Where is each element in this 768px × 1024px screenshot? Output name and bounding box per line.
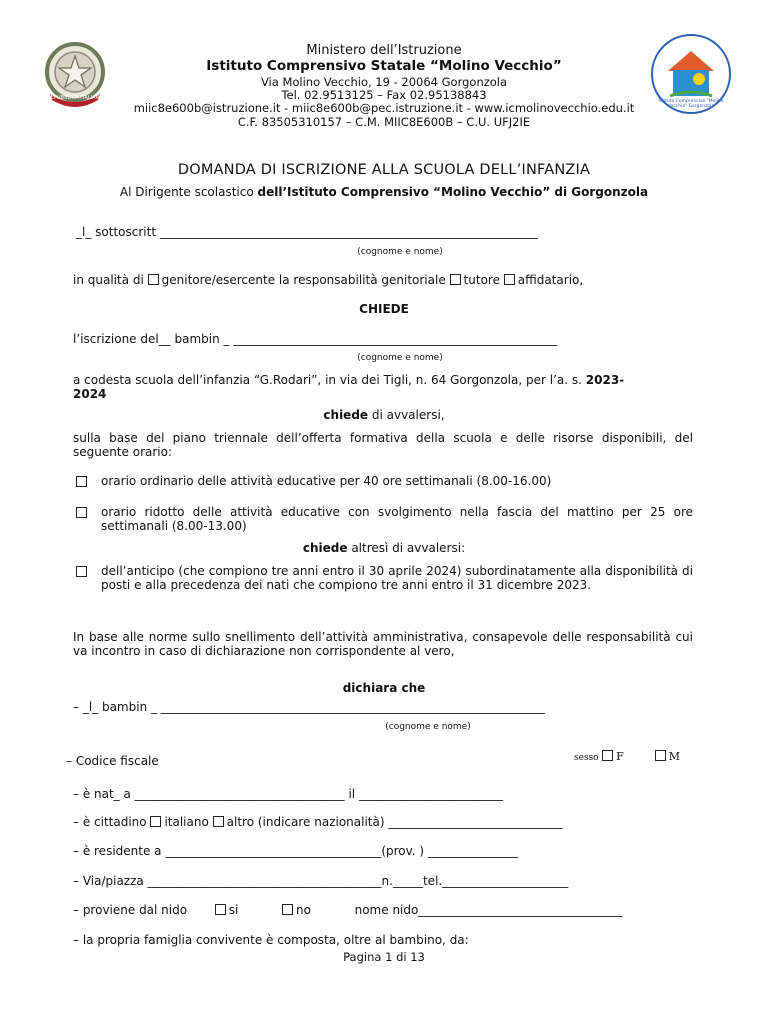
capacity-prefix: in qualità di (73, 273, 144, 287)
sex-m-label: M (668, 750, 681, 763)
capacity-row (73, 273, 713, 287)
emblem-republic (38, 36, 112, 110)
chiede2-rest: di avvalersi, (368, 408, 445, 422)
school-logo (650, 33, 732, 115)
school-line-text: a codesta scuola dell’infanzia “G.Rodari”, in via dei Tigli, n. 64 Gorgonzola, per l’a. s. (73, 373, 582, 387)
schedule-reduced-label: orario ridotto delle attività educative con svolgimento nella fascia del mattino per 25 ore settimanali (8.00-13.00) (101, 505, 693, 533)
institute-phone: Tel. 02.9513125 – Fax 02.95138843 (281, 88, 487, 102)
chiede3-rest: altresì di avvalersi: (347, 541, 466, 555)
sex-f-label: F (616, 750, 624, 763)
sex-label: sesso (574, 753, 599, 763)
checkbox-sex-m[interactable] (655, 750, 666, 761)
checkbox-nursery-no[interactable] (282, 904, 293, 915)
caption-name-2: (cognome e nome) (357, 353, 443, 363)
chiede2-line (234, 408, 534, 422)
institute-codes: C.F. 83505310157 – C.M. MIIC8E600B – C.U. UFJ2IE (237, 115, 531, 129)
citizenship-other-field[interactable]: altro (indicare nazionalità) _____________________________ (226, 815, 563, 829)
schedule-ordinary (73, 474, 693, 488)
checkbox-nursery-yes[interactable] (215, 904, 226, 915)
citizenship-prefix: – è cittadino (73, 815, 147, 829)
chiede-heading: CHIEDE (359, 302, 409, 316)
ptof-text: sulla base del piano triennale dell’offerta formativa della scuola e delle risorse disponibili, del seguente orario: (73, 431, 693, 459)
checkbox-foster[interactable] (504, 274, 515, 285)
addressee-institute: dell’Istituto Comprensivo “Molino Vecchio” di Gorgonzola (257, 185, 649, 199)
checkbox-reduced[interactable] (76, 507, 87, 518)
citizenship-row (73, 815, 562, 829)
school-line (73, 373, 703, 401)
family-line: – la propria famiglia convivente è composta, oltre al bambino, da: (73, 933, 469, 947)
institute-address: Via Molino Vecchio, 19 - 20064 Gorgonzola (260, 75, 508, 89)
document-title: DOMANDA DI ISCRIZIONE ALLA SCUOLA DELL’INFANZIA (177, 162, 591, 178)
checkbox-parent[interactable] (148, 274, 159, 285)
fiscal-code-label: – Codice fiscale (66, 754, 159, 768)
chiede3-bold: chiede (302, 541, 348, 555)
checkbox-ordinary[interactable] (76, 476, 87, 487)
legal-text: In base alle norme sullo snellimento dell’attività amministrativa, consapevole delle responsabilità cui va incontro in caso di dichiarazione non corrispondente al vero, (73, 630, 693, 658)
checkbox-other-nationality[interactable] (213, 816, 224, 827)
nursery-prefix: – proviene dal nido (73, 903, 188, 917)
birth-field[interactable]: – è nat_ a ___________________________________ il ________________________ (73, 787, 503, 801)
early-entry (73, 564, 693, 592)
nursery-name-field[interactable]: nome nido__________________________________ (354, 903, 623, 917)
schedule-reduced (73, 505, 693, 533)
undersigned-field[interactable]: _l_ sottoscritt _______________________________________________________________ (76, 225, 538, 239)
checkbox-sex-f[interactable] (602, 750, 613, 761)
school-year-end: 2024 (73, 387, 107, 401)
page-footer: Pagina 1 di 13 (343, 950, 425, 964)
sex-row (574, 750, 680, 763)
nursery-no-label: no (296, 903, 311, 917)
enrolment-field[interactable]: l’iscrizione del__ bambin _ ______________________________________________________ (73, 332, 558, 346)
emblem-label: REPUBBLICA ITALIANA (47, 95, 103, 101)
institute-emails: miic8e600b@istruzione.it - miic8e600b@pec.istruzione.it - www.icmolinovecchio.edu.it (133, 101, 635, 115)
capacity-guardian-label: tutore (463, 273, 500, 287)
citizenship-italian-label: italiano (164, 815, 209, 829)
checkbox-italian[interactable] (150, 816, 161, 827)
nursery-yes-label: si (228, 903, 239, 917)
schedule-ordinary-label: orario ordinario delle attività educative per 40 ore settimanali (8.00-16.00) (101, 474, 552, 488)
institute-title: Istituto Comprensivo Statale “Molino Vecchio” (206, 58, 562, 74)
chiede3-line (234, 541, 534, 555)
capacity-parent-label: genitore/esercente la responsabilità genitoriale (161, 273, 446, 287)
checkbox-early[interactable] (76, 566, 87, 577)
addressee (40, 185, 728, 199)
ministry-title: Ministero dell’Istruzione (306, 43, 462, 58)
caption-name-1: (cognome e nome) (357, 247, 443, 257)
capacity-foster-label: affidatario, (517, 273, 584, 287)
checkbox-guardian[interactable] (450, 274, 461, 285)
chiede2-bold: chiede (323, 408, 369, 422)
dichiara-heading: dichiara che (342, 681, 426, 695)
nursery-row (73, 903, 713, 917)
caption-name-3: (cognome e nome) (385, 722, 471, 732)
school-logo-label: Istituto Comprensivo "Molino Vecchio" Gorgonzola (658, 99, 724, 109)
street-field[interactable]: – Via/piazza _______________________________________n._____tel._____________________ (73, 874, 569, 888)
addressee-prefix: Al Dirigente scolastico (119, 185, 258, 199)
child-name-field[interactable]: – _l_ bambin _ ________________________________________________________________ (73, 700, 545, 714)
early-entry-label: dell’anticipo (che compiono tre anni entro il 30 aprile 2024) subordinatamente alla disponibilità di posti e alla precedenza dei nati che compiono tre anni entro il 31 dicembre 2023. (101, 564, 693, 592)
residence-field[interactable]: – è residente a ____________________________________(prov. ) _______________ (73, 844, 518, 858)
school-year-start: 2023- (585, 373, 625, 387)
